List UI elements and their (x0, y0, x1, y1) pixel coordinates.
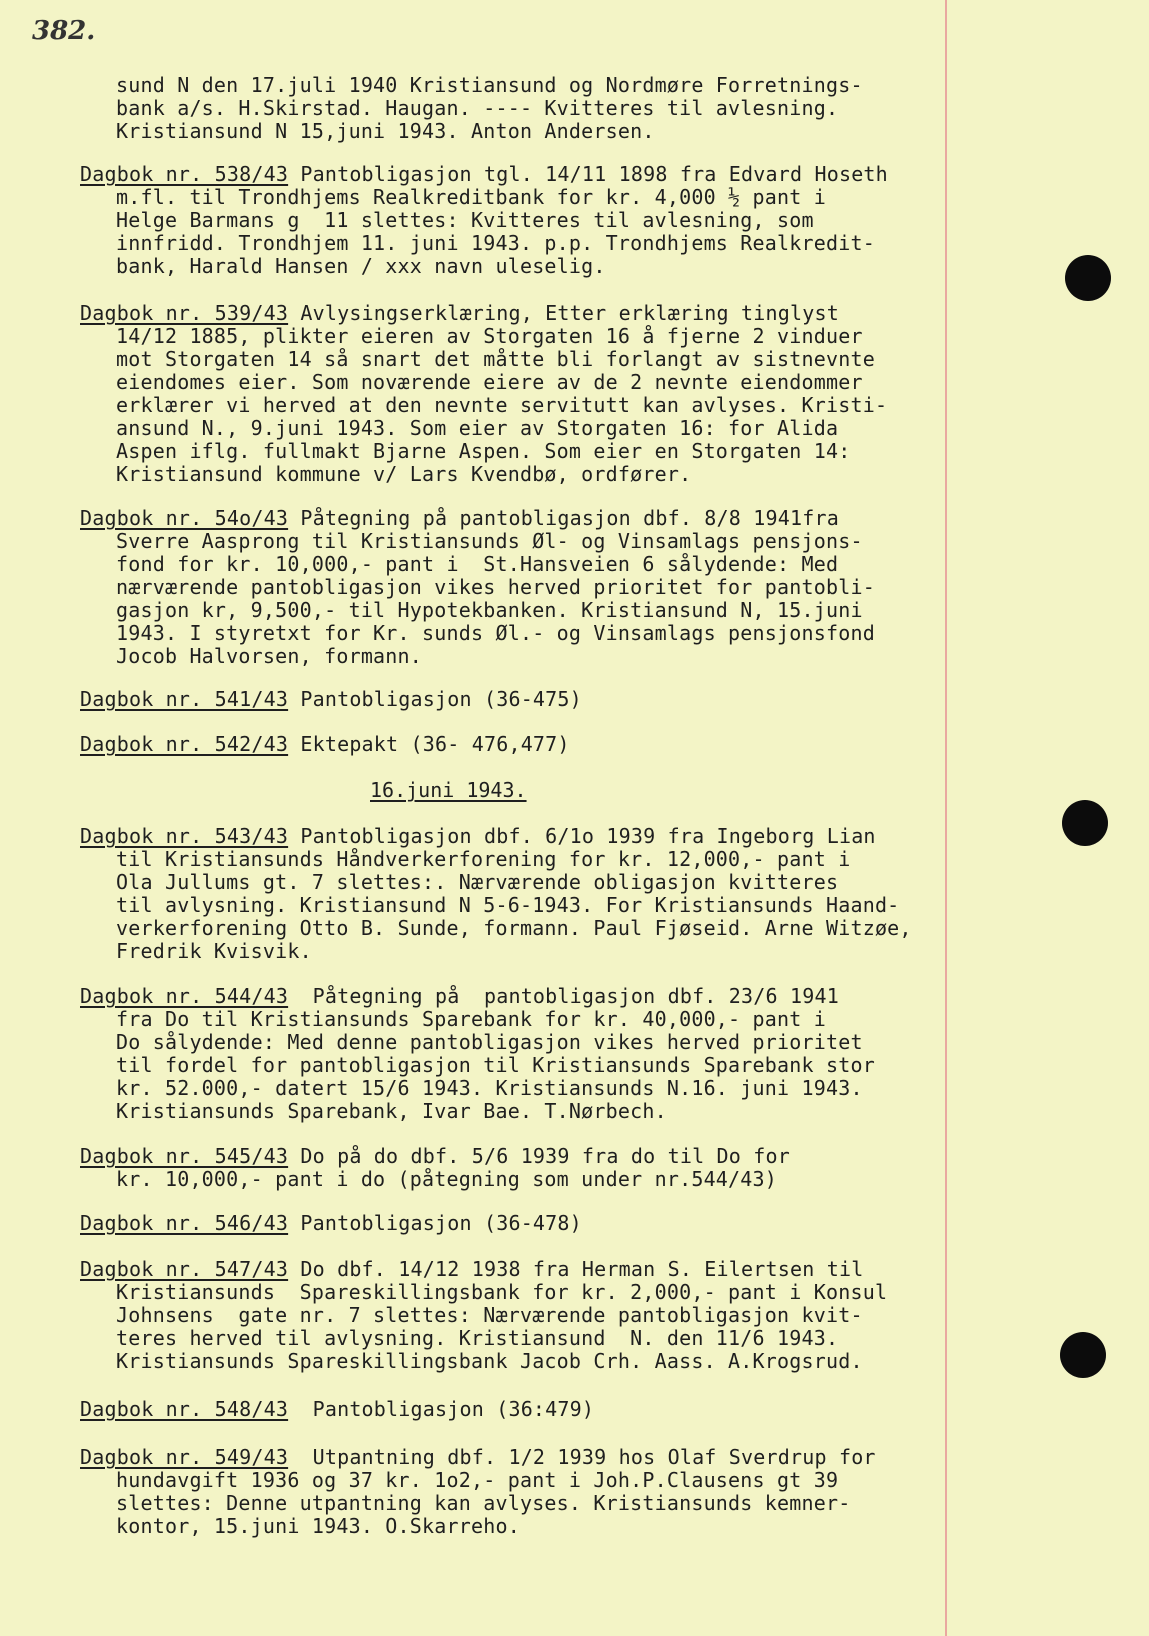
entry-text: Ektepakt (36- 476,477) (288, 732, 570, 756)
dagbok-ref: Dagbok nr. 539/43 (80, 301, 289, 325)
entry-text: Utpantning dbf. 1/2 1939 hos Olaf Sverdrup for (288, 1445, 876, 1469)
entry-text: til fordel for pantobligasjon til Kristiansunds Sparebank stor (116, 1053, 875, 1077)
entry-text: nærværende pantobligasjon vikes herved prioritet for pantobli- (116, 575, 875, 599)
entry-text: Helge Barmans g 11 slettes: Kvitteres til avlesning, som (116, 208, 814, 232)
entry-540 (80, 507, 839, 530)
dagbok-ref: Dagbok nr. 548/43 (80, 1397, 289, 1421)
entry-548 (80, 1398, 594, 1421)
entry-text: 14/12 1885, plikter eieren av Storgaten 16 å fjerne 2 vinduer (116, 324, 863, 348)
dagbok-ref: Dagbok nr. 549/43 (80, 1445, 289, 1469)
entry-547 (80, 1258, 863, 1281)
intro-line: bank a/s. H.Skirstad. Haugan. ---- Kvitteres til avlesning. (116, 96, 839, 120)
entry-544 (80, 985, 839, 1008)
entry-text: Kristiansunds Sparebank, Ivar Bae. T.Nørbech. (116, 1099, 667, 1123)
entry-text: Do sålydende: Med denne pantobligasjon vikes herved prioritet (116, 1030, 863, 1054)
dagbok-ref: Dagbok nr. 547/43 (80, 1257, 289, 1281)
entry-text: Do på do dbf. 5/6 1939 fra do til Do for (288, 1144, 790, 1168)
entry-text: Kristiansund kommune v/ Lars Kvendbø, ordfører. (116, 462, 692, 486)
entry-text: Ola Jullums gt. 7 slettes:. Nærværende obligasjon kvitteres (116, 870, 839, 894)
entry-text: kontor, 15.juni 1943. O.Skarreho. (116, 1514, 520, 1538)
entry-text: Pantobligasjon (36-475) (288, 687, 582, 711)
entry-text: Påtegning på pantobligasjon dbf. 8/8 1941fra (288, 506, 839, 530)
entry-539 (80, 302, 839, 325)
dagbok-ref: Dagbok nr. 546/43 (80, 1211, 289, 1235)
entry-text: bank, Harald Hansen / xxx navn uleselig. (116, 254, 606, 278)
intro-line: sund N den 17.juli 1940 Kristiansund og Nordmøre Forretnings- (116, 73, 863, 97)
entry-text: slettes: Denne utpantning kan avlyses. Kristiansunds kemner- (116, 1491, 851, 1515)
entry-text: til avlysning. Kristiansund N 5-6-1943. For Kristiansunds Haand- (116, 893, 900, 917)
punch-hole (1065, 255, 1111, 301)
entry-text: Kristiansunds Spareskillingsbank Jacob Crh. Aass. A.Krogsrud. (116, 1349, 863, 1373)
punch-hole (1062, 800, 1108, 846)
entry-text: Jocob Halvorsen, formann. (116, 644, 423, 668)
dagbok-ref: Dagbok nr. 543/43 (80, 824, 289, 848)
entry-text: Påtegning på pantobligasjon dbf. 23/6 1941 (288, 984, 839, 1008)
entry-text: Pantobligasjon (36:479) (288, 1397, 595, 1421)
entry-text: Fredrik Kvisvik. (116, 939, 312, 963)
date-heading: 16.juni 1943. (370, 778, 527, 802)
entry-text: Do dbf. 14/12 1938 fra Herman S. Eilertsen til (288, 1257, 864, 1281)
entry-text: Johnsens gate nr. 7 slettes: Nærværende pantobligasjon kvit- (116, 1303, 863, 1327)
entry-text: mot Storgaten 14 så snart det måtte bli forlangt av sistnevnte (116, 347, 875, 371)
entry-545 (80, 1145, 790, 1168)
dagbok-ref: Dagbok nr. 545/43 (80, 1144, 289, 1168)
entry-549 (80, 1446, 876, 1469)
dagbok-ref: Dagbok nr. 541/43 (80, 687, 289, 711)
entry-text: fond for kr. 10,000,- pant i St.Hansveien 6 sålydende: Med (116, 552, 839, 576)
margin-rule (945, 0, 947, 1636)
entry-text: til Kristiansunds Håndverkerforening for kr. 12,000,- pant i (116, 847, 851, 871)
page-number: 382. (32, 16, 96, 46)
entry-text: verkerforening Otto B. Sunde, formann. Paul Fjøseid. Arne Witzøe, (116, 916, 912, 940)
entry-546 (80, 1212, 582, 1235)
entry-text: Aspen iflg. fullmakt Bjarne Aspen. Som eier en Storgaten 14: (116, 439, 851, 463)
entry-text: ansund N., 9.juni 1943. Som eier av Storgaten 16: for Alida (116, 416, 839, 440)
entry-543 (80, 825, 876, 848)
entry-text: Pantobligasjon dbf. 6/1o 1939 fra Ingeborg Lian (288, 824, 876, 848)
entry-text: eiendomes eier. Som noværende eiere av de 2 nevnte eiendommer (116, 370, 863, 394)
punch-hole (1060, 1332, 1106, 1378)
entry-text: Avlysingserklæring, Etter erklæring tinglyst (288, 301, 839, 325)
entry-text: Sverre Aasprong til Kristiansunds Øl- og Vinsamlags pensjons- (116, 529, 863, 553)
entry-541 (80, 688, 582, 711)
entry-538 (80, 163, 888, 186)
dagbok-ref: Dagbok nr. 542/43 (80, 732, 289, 756)
entry-text: fra Do til Kristiansunds Sparebank for kr. 40,000,- pant i (116, 1007, 826, 1031)
entry-text: kr. 52.000,- datert 15/6 1943. Kristiansunds N.16. juni 1943. (116, 1076, 863, 1100)
intro-line: Kristiansund N 15,juni 1943. Anton Andersen. (116, 119, 655, 143)
dagbok-ref: Dagbok nr. 544/43 (80, 984, 289, 1008)
entry-text: gasjon kr, 9,500,- til Hypotekbanken. Kristiansund N, 15.juni (116, 598, 863, 622)
entry-text: teres herved til avlysning. Kristiansund N. den 11/6 1943. (116, 1326, 839, 1350)
dagbok-ref: Dagbok nr. 54o/43 (80, 506, 289, 530)
entry-text: Pantobligasjon tgl. 14/11 1898 fra Edvard Hoseth (288, 162, 888, 186)
entry-text: innfridd. Trondhjem 11. juni 1943. p.p. Trondhjems Realkredit- (116, 231, 875, 255)
entry-text: hundavgift 1936 og 37 kr. 1o2,- pant i Joh.P.Clausens gt 39 (116, 1468, 839, 1492)
entry-text: kr. 10,000,- pant i do (påtegning som under nr.544/43) (116, 1167, 778, 1191)
entry-text: Pantobligasjon (36-478) (288, 1211, 582, 1235)
entry-542 (80, 733, 570, 756)
dagbok-ref: Dagbok nr. 538/43 (80, 162, 289, 186)
entry-text: m.fl. til Trondhjems Realkreditbank for kr. 4,000 ½ pant i (116, 185, 826, 209)
entry-text: erklærer vi herved at den nevnte servitutt kan avlyses. Kristi- (116, 393, 888, 417)
entry-text: 1943. I styretxt for Kr. sunds Øl.- og Vinsamlags pensjonsfond (116, 621, 875, 645)
entry-text: Kristiansunds Spareskillingsbank for kr. 2,000,- pant i Konsul (116, 1280, 888, 1304)
